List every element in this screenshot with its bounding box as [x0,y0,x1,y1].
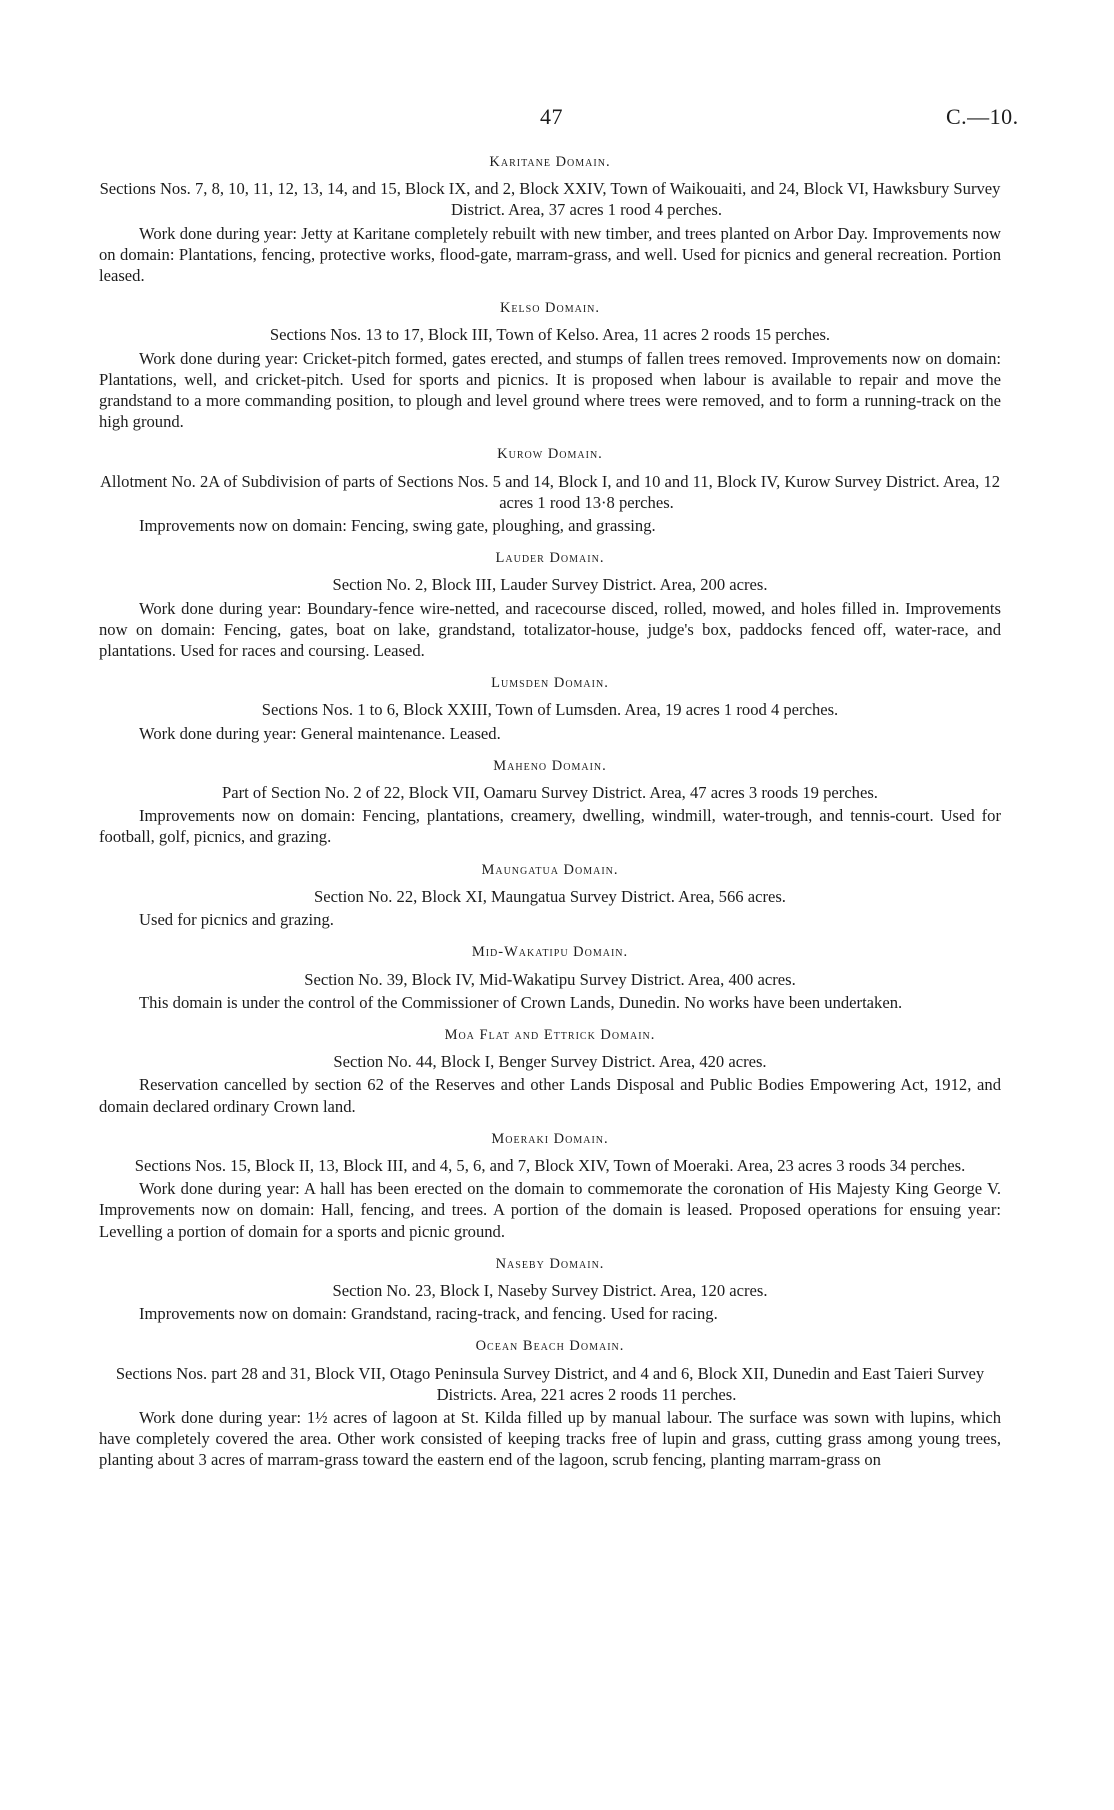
section-description: Sections Nos. 7, 8, 10, 11, 12, 13, 14, and 15, Block IX, and 2, Block XXIV, Town of Waikouaiti, and 24, Block VI, Hawksbury Survey District. Area, 37 acres 1 rood 4 perches. [99,179,1001,220]
section-title: Ocean Beach Domain. [475,1338,625,1355]
domain-section [99,942,1001,1013]
section-title: Moeraki Domain. [491,1130,609,1147]
section-paragraph: Work done during year: 1½ acres of lagoon at St. Kilda filled up by manual labour. The surface was sown with lupins, which have completely covered the area. Other work consisted of keeping tracks free of lupin and grass, cutting grass among young trees, planting about 3 acres of marram-grass toward the eastern end of the lagoon, scrub fencing, planting marram-grass on [99,1407,1001,1470]
section-paragraph: Work done during year: General maintenance. Leased. [139,723,501,743]
domain-section [99,1254,1001,1325]
domain-section [99,548,1001,661]
section-title: Kurow Domain. [497,446,603,463]
section-paragraph: Used for picnics and grazing. [139,910,334,930]
section-paragraph: Work done during year: Cricket-pitch formed, gates erected, and stumps of fallen trees removed. Improvements now on domain: Plantations, well, and cricket-pitch. Used for sports and picnics. It is proposed when labour is available to repair and move the grandstand to a more commanding position, to plough and level ground where trees were removed, and to form a running-track on the high ground. [99,348,1001,432]
section-description: Sections Nos. 1 to 6, Block XXIII, Town of Lumsden. Area, 19 acres 1 rood 4 perches. [261,700,839,720]
section-paragraph: Improvements now on domain: Fencing, plantations, creamery, dwelling, windmill, water-trough, and tennis-court. Used for football, golf, picnics, and grazing. [99,806,1001,847]
domain-section [99,1129,1001,1242]
section-title: Lauder Domain. [495,550,605,567]
domain-section [99,298,1001,432]
section-title: Moa Flat and Ettrick Domain. [444,1026,656,1043]
section-title: Naseby Domain. [495,1255,605,1272]
domain-section [99,152,1001,286]
section-description: Part of Section No. 2 of 22, Block VII, Oamaru Survey District. Area, 47 acres 3 roods 19 perches. [222,783,878,803]
section-title: Mid-Wakatipu Domain. [471,944,629,961]
section-description: Sections Nos. 15, Block II, 13, Block III, and 4, 5, 6, and 7, Block XIV, Town of Moeraki. Area, 23 acres 3 roods 34 perches. [134,1155,966,1175]
domain-section [99,1336,1001,1470]
section-description: Sections Nos. part 28 and 31, Block VII, Otago Peninsula Survey District, and 4 and 6, Block XII, Dunedin and East Taieri Survey Districts. Area, 221 acres 2 roods 11 perches. [115,1363,985,1404]
section-description: Allotment No. 2A of Subdivision of parts of Sections Nos. 5 and 14, Block I, and 10 and 11, Block IV, Kurow Survey District. Area, 12 acres 1 rood 13·8 perches. [99,471,1001,512]
section-description: Section No. 23, Block I, Naseby Survey District. Area, 120 acres. [332,1280,768,1300]
section-paragraph: Reservation cancelled by section 62 of the Reserves and other Lands Disposal and Public Bodies Empowering Act, 1912, and domain declared ordinary Crown land. [99,1075,1001,1116]
section-paragraph: Improvements now on domain: Fencing, swing gate, ploughing, and grassing. [139,516,656,536]
section-title: Lumsden Domain. [491,675,609,692]
document-reference: C.—10. [946,104,1019,129]
page-number: 47 [540,104,563,129]
domain-section [99,756,1001,848]
domain-section [99,1025,1001,1117]
section-title: Maheno Domain. [493,757,607,774]
section-description: Section No. 44, Block I, Benger Survey District. Area, 420 acres. [333,1052,767,1072]
section-paragraph: This domain is under the control of the Commissioner of Crown Lands, Dunedin. No works have been undertaken. [139,992,903,1012]
domain-section [99,860,1001,931]
section-paragraph: Work done during year: Boundary-fence wire-netted, and racecourse disced, rolled, mowed, and holes filled in. Improvements now on domain: Fencing, gates, boat on lake, grandstand, totalizator-house, judge's box, paddocks fenced off, water-race, and plantations. Used for races and coursing. Leased. [99,598,1001,661]
section-paragraph: Improvements now on domain: Grandstand, racing-track, and fencing. Used for racing. [139,1304,718,1324]
section-paragraph: Work done during year: Jetty at Karitane completely rebuilt with new timber, and trees planted on Arbor Day. Improvements now on domain: Plantations, fencing, protective works, flood-gate, marram-grass, and well. Used for picnics and general recreation. Portion leased. [99,223,1001,286]
document-body [99,152,1001,1483]
section-description: Sections Nos. 13 to 17, Block III, Town of Kelso. Area, 11 acres 2 roods 15 perches. [269,325,831,345]
section-description: Section No. 2, Block III, Lauder Survey District. Area, 200 acres. [332,575,768,595]
section-title: Maungatua Domain. [481,861,619,878]
section-description: Section No. 39, Block IV, Mid-Wakatipu Survey District. Area, 400 acres. [304,969,796,989]
section-title: Karitane Domain. [489,154,611,170]
domain-section [99,673,1001,744]
domain-section [99,444,1001,536]
section-description: Section No. 22, Block XI, Maungatua Survey District. Area, 566 acres. [314,886,786,906]
section-title: Kelso Domain. [499,300,601,317]
section-paragraph: Work done during year: A hall has been erected on the domain to commemorate the coronation of His Majesty King George V. Improvements now on domain: Hall, fencing, and trees. A portion of the domain is leased. Proposed operations for ensuing year: Levelling a portion of domain for a sports and picnic ground. [99,1179,1001,1241]
